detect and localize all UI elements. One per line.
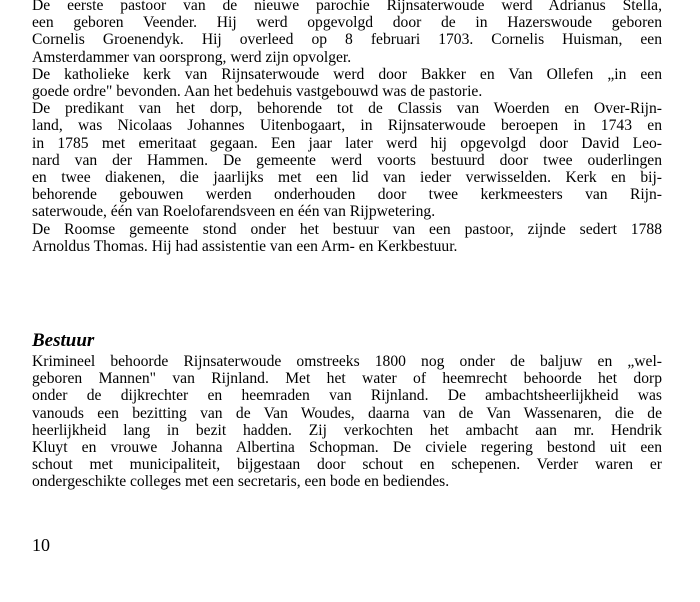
text-line: Amsterdammer van oorsprong, werd zijn opvolger. (32, 48, 352, 66)
text-line: De eerste pastoor van de nieuwe parochie Rijnsaterwoude werd Adrianus Stella, (32, 0, 662, 14)
text-line: Arnoldus Thomas. Hij had assistentie van een Arm- en Kerkbestuur. (32, 237, 458, 255)
text-line: in 1785 met emeritaat gegaan. Een jaar later werd hij opgevolgd door David Leo- (32, 134, 662, 152)
church-paragraph (32, 66, 662, 100)
text-line: een geboren Veender. Hij werd opgevolgd door de in Hazerswoude geboren (32, 14, 662, 32)
text-line: Cornelis Groenendyk. Hij overleed op 8 februari 1703. Cornelis Huisman, een (32, 31, 662, 49)
text-line: geboren Mannen" van Rijnland. Met het water of heemrecht behoorde het dorp (32, 370, 662, 388)
predikant-paragraph (32, 100, 662, 220)
text-line: goede ordre" bevonden. Aan het bedehuis vastgebouwd was de pastorie. (32, 83, 483, 101)
text-line: land, was Nicolaas Johannes Uitenbogaart, in Rijnsaterwoude beroepen in 1743 en (32, 117, 662, 135)
text-line: nard van der Hammen. De gemeente werd voorts bestuurd door twee ouderlingen (32, 151, 662, 169)
text-line: Kluyt en vrouwe Johanna Albertina Schopman. De civiele regering bestond uit een (32, 439, 662, 457)
roomse-paragraph (32, 221, 662, 255)
text-line: onder de dijkrechter en heemraden van Rijnland. De ambachtsheerlijkheid was (32, 387, 662, 405)
text-line: ondergeschikte colleges met een secretaris, een bode en bediendes. (32, 473, 450, 491)
text-line: vanouds een bezitting van de Van Woudes, daarna van de Van Wassenaren, die de (32, 404, 662, 422)
text-line: De katholieke kerk van Rijnsaterwoude werd door Bakker en Van Ollefen „in een (32, 65, 662, 83)
section-heading: Bestuur (32, 330, 95, 351)
text-line: behorende gebouwen werden onderhouden door twee kerkmeesters van Rijn- (32, 186, 662, 204)
text-line: De Roomse gemeente stond onder het bestuur van een pastoor, zijnde sedert 1788 (32, 220, 662, 238)
bestuur-paragraph (32, 353, 662, 491)
text-line: De predikant van het dorp, behorende tot de Classis van Woerden en Over-Rijn- (32, 100, 662, 118)
text-line: saterwoude, één van Roelofarendsveen en één van Rijpwetering. (32, 203, 436, 221)
page-number: 10 (32, 535, 50, 555)
text-line: schout met municipaliteit, bijgestaan door schout en schepenen. Verder waren er (32, 456, 662, 474)
page-body (32, 0, 662, 255)
text-line: Krimineel behoorde Rijnsaterwoude omstreeks 1800 nog onder de baljuw en „wel- (32, 353, 662, 370)
text-line: en twee diakenen, die jaarlijks met een lid van ieder verwisselden. Kerk en bij- (32, 169, 662, 187)
intro-paragraph (32, 0, 662, 66)
text-line: heerlijkheid lang in bezit hadden. Zij verkochten het ambacht aan mr. Hendrik (32, 421, 662, 439)
